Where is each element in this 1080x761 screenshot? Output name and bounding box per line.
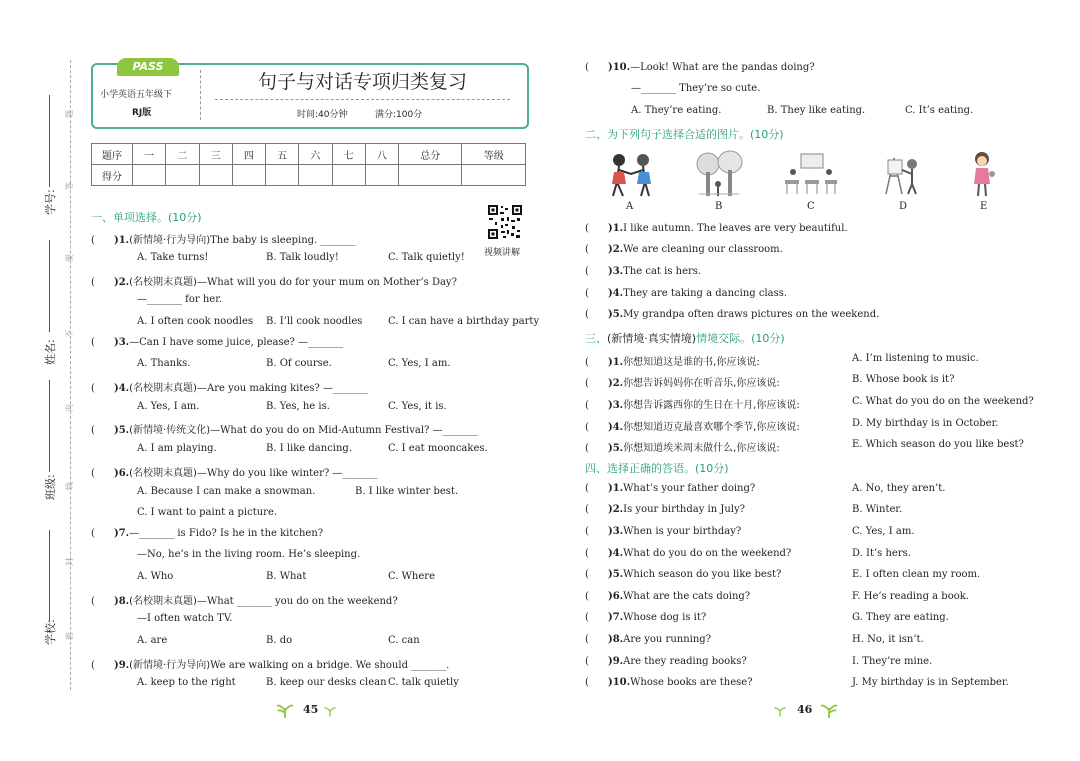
list-item: ( )5.你想知道埃米周末做什么,你应该说: [585, 443, 780, 454]
table-cell: 二 [166, 144, 199, 165]
answer-paren[interactable]: ( [91, 528, 114, 539]
list-item: ( )5.My grandpa often draws pictures on the weekend. [585, 309, 880, 320]
answer-paren[interactable]: ( [585, 378, 608, 389]
list-item: ( )2.Is your birthday in July? [585, 504, 745, 515]
question-7: ( )7.—_______ is Fido? Is he in the kitchen? [91, 528, 324, 539]
question-5: ( )5.(新情境·传统文化)—What do you do on Mid-Autumn Festival? —_______ [91, 425, 478, 436]
score-cell[interactable] [462, 165, 526, 186]
option-a[interactable]: A. Thanks. [137, 358, 191, 369]
option-a[interactable]: A. Because I can make a snowman. [137, 486, 316, 497]
answer-paren[interactable]: ( [91, 660, 114, 671]
answer-paren[interactable]: ( [585, 266, 608, 277]
qr-code-icon[interactable] [487, 204, 523, 240]
answer-paren[interactable]: ( [585, 569, 608, 580]
picture-letter: B [715, 201, 723, 212]
list-item: ( )3.你想告诉露西你的生日在十月,你应该说: [585, 400, 800, 411]
score-cell[interactable] [199, 165, 232, 186]
answer-paren[interactable]: ( [91, 468, 114, 479]
class-blank [49, 380, 50, 472]
question-6: ( )6.(名校期末真题)—Why do you like winter? —_______ [91, 468, 378, 479]
option-b[interactable]: B. Of course. [266, 358, 332, 369]
option-b[interactable]: B. What [266, 571, 307, 582]
picture-d-drawing[interactable] [880, 152, 926, 200]
table-cell: 等级 [462, 144, 526, 165]
binding-line [70, 60, 71, 690]
seal-char: 内 [65, 404, 74, 412]
grass-icon [275, 700, 295, 720]
option-c[interactable]: C. It’s eating. [905, 105, 974, 116]
answer-paren[interactable]: ( [585, 634, 608, 645]
answer-paren[interactable]: ( [585, 677, 608, 688]
score-cell[interactable] [133, 165, 166, 186]
option[interactable]: D. It’s hers. [852, 548, 911, 559]
school-blank [49, 530, 50, 622]
picture-letter: C [807, 201, 815, 212]
table-cell: 七 [332, 144, 365, 165]
option-c[interactable]: C. can [388, 635, 420, 646]
question-10-line2: —_______ They’re so cute. [631, 83, 761, 94]
option-c[interactable]: C. Yes, I am. [388, 358, 451, 369]
name-blank [49, 240, 50, 332]
question-4: ( )4.(名校期末真题)—Are you making kites? —_______ [91, 383, 368, 394]
option-c[interactable]: C. I can have a birthday party [388, 316, 540, 327]
option[interactable]: A. I’m listening to music. [852, 353, 979, 364]
option-c[interactable]: C. Yes, it is. [388, 401, 447, 412]
answer-paren[interactable]: ( [91, 383, 114, 394]
answer-paren[interactable]: ( [585, 443, 608, 454]
list-item: ( )3.When is your birthday? [585, 526, 742, 537]
answer-paren[interactable]: ( [585, 288, 608, 299]
seal-char: 不 [65, 330, 74, 338]
option-a[interactable]: A. I am playing. [137, 443, 217, 454]
list-item: ( )4.What do you do on the weekend? [585, 548, 792, 559]
picture-letter: A [626, 201, 634, 212]
list-item: ( )5.Which season do you like best? [585, 569, 782, 580]
grass-icon [323, 704, 337, 718]
option[interactable]: E. I often clean my room. [852, 569, 981, 580]
question-7-line2: —No, he’s in the living room. He’s sleeping. [137, 549, 361, 560]
name-label: 姓名: [44, 339, 57, 365]
option-b[interactable]: B. I like dancing. [266, 443, 353, 454]
seal-char: 线 [65, 482, 74, 490]
list-item: ( )10.Whose books are these? [585, 677, 753, 688]
answer-paren[interactable]: ( [585, 591, 608, 602]
question-2-line2: —_______ for her. [137, 294, 223, 305]
option[interactable]: B. Winter. [852, 504, 903, 515]
page-title: 句子与对话专项归类复习 [257, 71, 467, 93]
class-label: 班级: [44, 474, 57, 500]
question-10: ( )10.—Look! What are the pandas doing? [585, 62, 815, 73]
option[interactable]: E. Which season do you like best? [852, 439, 1024, 450]
list-item: ( )2.你想告诉妈妈你在听音乐,你应该说: [585, 378, 780, 389]
answer-paren[interactable]: ( [91, 277, 114, 288]
answer-paren[interactable]: ( [585, 422, 608, 433]
question-3: ( )3.—Can I have some juice, please? —_______ [91, 337, 344, 348]
table-cell: 总分 [399, 144, 462, 165]
score-cell[interactable] [365, 165, 398, 186]
option-c[interactable]: C. talk quietly [388, 677, 459, 688]
picture-b-autumn[interactable] [694, 150, 744, 202]
option-a[interactable]: A. are [137, 635, 168, 646]
picture-c-classroom[interactable] [783, 152, 839, 200]
answer-paren[interactable]: ( [585, 309, 608, 320]
question-8-line2: —I often watch TV. [137, 613, 233, 624]
option-c[interactable]: C. Where [388, 571, 435, 582]
option-b[interactable]: B. do [266, 635, 293, 646]
option-b[interactable]: B. keep our desks clean [266, 677, 387, 688]
option[interactable]: H. No, it isn’t. [852, 634, 924, 645]
picture-letter: E [980, 201, 988, 212]
list-item: ( )9.Are they reading books? [585, 656, 747, 667]
question-9: ( )9.(新情境·行为导向)We are walking on a bridge. We should _______. [91, 660, 450, 671]
page-number-left: 45 [275, 700, 340, 720]
list-item: ( )3.The cat is hers. [585, 266, 702, 277]
answer-paren[interactable]: ( [91, 337, 114, 348]
list-item: ( )1.你想知道这是谁的书,你应该说: [585, 357, 760, 368]
answer-paren[interactable]: ( [585, 223, 608, 234]
seal-char: 要 [65, 254, 74, 262]
answer-paren[interactable]: ( [585, 400, 608, 411]
list-item: ( )4.They are taking a dancing class. [585, 288, 788, 299]
page-number-right: 46 [773, 700, 843, 720]
option[interactable]: B. Whose book is it? [852, 374, 955, 385]
time-label: 时间:40分钟 [297, 110, 348, 120]
option-b[interactable]: B. They like eating. [767, 105, 866, 116]
answer-paren[interactable]: ( [585, 483, 608, 494]
score-cell[interactable] [166, 165, 199, 186]
table-cell: 五 [266, 144, 299, 165]
list-item: ( )4.你想知道迈克最喜欢哪个季节,你应该说: [585, 422, 800, 433]
score-cell[interactable] [299, 165, 332, 186]
option-c[interactable]: C. I want to paint a picture. [137, 507, 278, 518]
school-label: 学校: [44, 619, 57, 645]
full-score-label: 满分:100分 [375, 110, 423, 120]
student-id-blank [49, 95, 50, 187]
option-a[interactable]: A. I often cook noodles [137, 316, 253, 327]
student-id-label: 学号: [44, 189, 57, 215]
pass-badge: PASS [117, 58, 179, 76]
answer-paren[interactable]: ( [91, 425, 114, 436]
score-cell[interactable] [399, 165, 462, 186]
section-2-title: 二、为下列句子选择合适的图片。(10分) [585, 128, 784, 141]
score-table [91, 143, 526, 186]
option-b[interactable]: B. I’ll cook noodles [266, 316, 363, 327]
seal-char: 题 [65, 110, 74, 118]
score-cell[interactable] [266, 165, 299, 186]
table-cell: 得分 [92, 165, 133, 186]
answer-paren[interactable]: ( [91, 235, 114, 246]
table-cell: 四 [232, 144, 265, 165]
option[interactable]: D. My birthday is in October. [852, 418, 999, 429]
table-cell: 题序 [92, 144, 133, 165]
table-cell: 八 [365, 144, 398, 165]
answer-paren[interactable]: ( [585, 526, 608, 537]
section-3-title: 三、(新情境·真实情境)情境交际。(10分) [585, 332, 785, 345]
answer-paren[interactable]: ( [585, 244, 608, 255]
seal-char: 密 [65, 632, 74, 640]
seal-char: 封 [65, 558, 74, 566]
table-cell: 六 [299, 144, 332, 165]
answer-paren[interactable]: ( [585, 612, 608, 623]
option[interactable]: C. What do you do on the weekend? [852, 396, 1034, 407]
option[interactable]: G. They are eating. [852, 612, 949, 623]
option-a[interactable]: A. keep to the right [137, 677, 236, 688]
edition-label: RJ版 [132, 108, 152, 118]
option-a[interactable]: A. Take turns! [137, 252, 209, 263]
score-cell[interactable] [232, 165, 265, 186]
list-item: ( )6.What are the cats doing? [585, 591, 751, 602]
option-b[interactable]: B. Talk loudly! [266, 252, 339, 263]
picture-a-dancing[interactable] [603, 150, 659, 202]
answer-paren[interactable]: ( [585, 548, 608, 559]
question-2: ( )2.(名校期末真题)—What will you do for your mum on Mother’s Day? [91, 277, 457, 288]
section-4-title: 四、选择正确的答语。(10分) [585, 462, 729, 475]
answer-paren[interactable]: ( [585, 504, 608, 515]
answer-paren[interactable]: ( [585, 357, 608, 368]
list-item: ( )1.What’s your father doing? [585, 483, 756, 494]
answer-paren[interactable]: ( [585, 62, 608, 73]
option[interactable]: C. Yes, I am. [852, 526, 915, 537]
option-b[interactable]: B. I like winter best. [355, 486, 459, 497]
option-c[interactable]: C. Talk quietly! [388, 252, 465, 263]
table-cell: 三 [199, 144, 232, 165]
option[interactable]: J. My birthday is in September. [852, 677, 1009, 688]
grade-label: 小学英语五年级下 [100, 90, 173, 100]
section-1-title: 一、单项选择。(10分) [91, 211, 202, 224]
list-item: ( )7.Whose dog is it? [585, 612, 707, 623]
option[interactable]: F. He’s reading a book. [852, 591, 969, 602]
list-item: ( )1.I like autumn. The leaves are very beautiful. [585, 223, 848, 234]
option-a[interactable]: A. They’re eating. [631, 105, 722, 116]
option-b[interactable]: B. Yes, he is. [266, 401, 330, 412]
option-a[interactable]: A. Who [137, 571, 174, 582]
option[interactable]: A. No, they aren’t. [852, 483, 946, 494]
score-table-score-row [92, 165, 526, 186]
question-8: ( )8.(名校期末真题)—What _______ you do on the weekend? [91, 596, 398, 607]
question-1: ( )1.(新情境·行为导向)The baby is sleeping. _______ [91, 235, 356, 246]
seal-char: 答 [65, 182, 74, 190]
score-table-header-row [92, 144, 526, 165]
picture-e-girl-cat[interactable] [968, 150, 998, 202]
list-item: ( )8.Are you running? [585, 634, 712, 645]
title-underline [215, 99, 510, 100]
list-item: ( )2.We are cleaning our classroom. [585, 244, 783, 255]
table-cell: 一 [133, 144, 166, 165]
score-cell[interactable] [332, 165, 365, 186]
answer-paren[interactable]: ( [91, 596, 114, 607]
option[interactable]: I. They’re mine. [852, 656, 933, 667]
picture-letter: D [899, 201, 908, 212]
option-c[interactable]: C. I eat mooncakes. [388, 443, 488, 454]
grass-icon [773, 704, 787, 718]
option-a[interactable]: A. Yes, I am. [137, 401, 200, 412]
qr-caption: 视频讲解 [484, 248, 521, 258]
grass-icon [819, 700, 839, 720]
answer-paren[interactable]: ( [585, 656, 608, 667]
